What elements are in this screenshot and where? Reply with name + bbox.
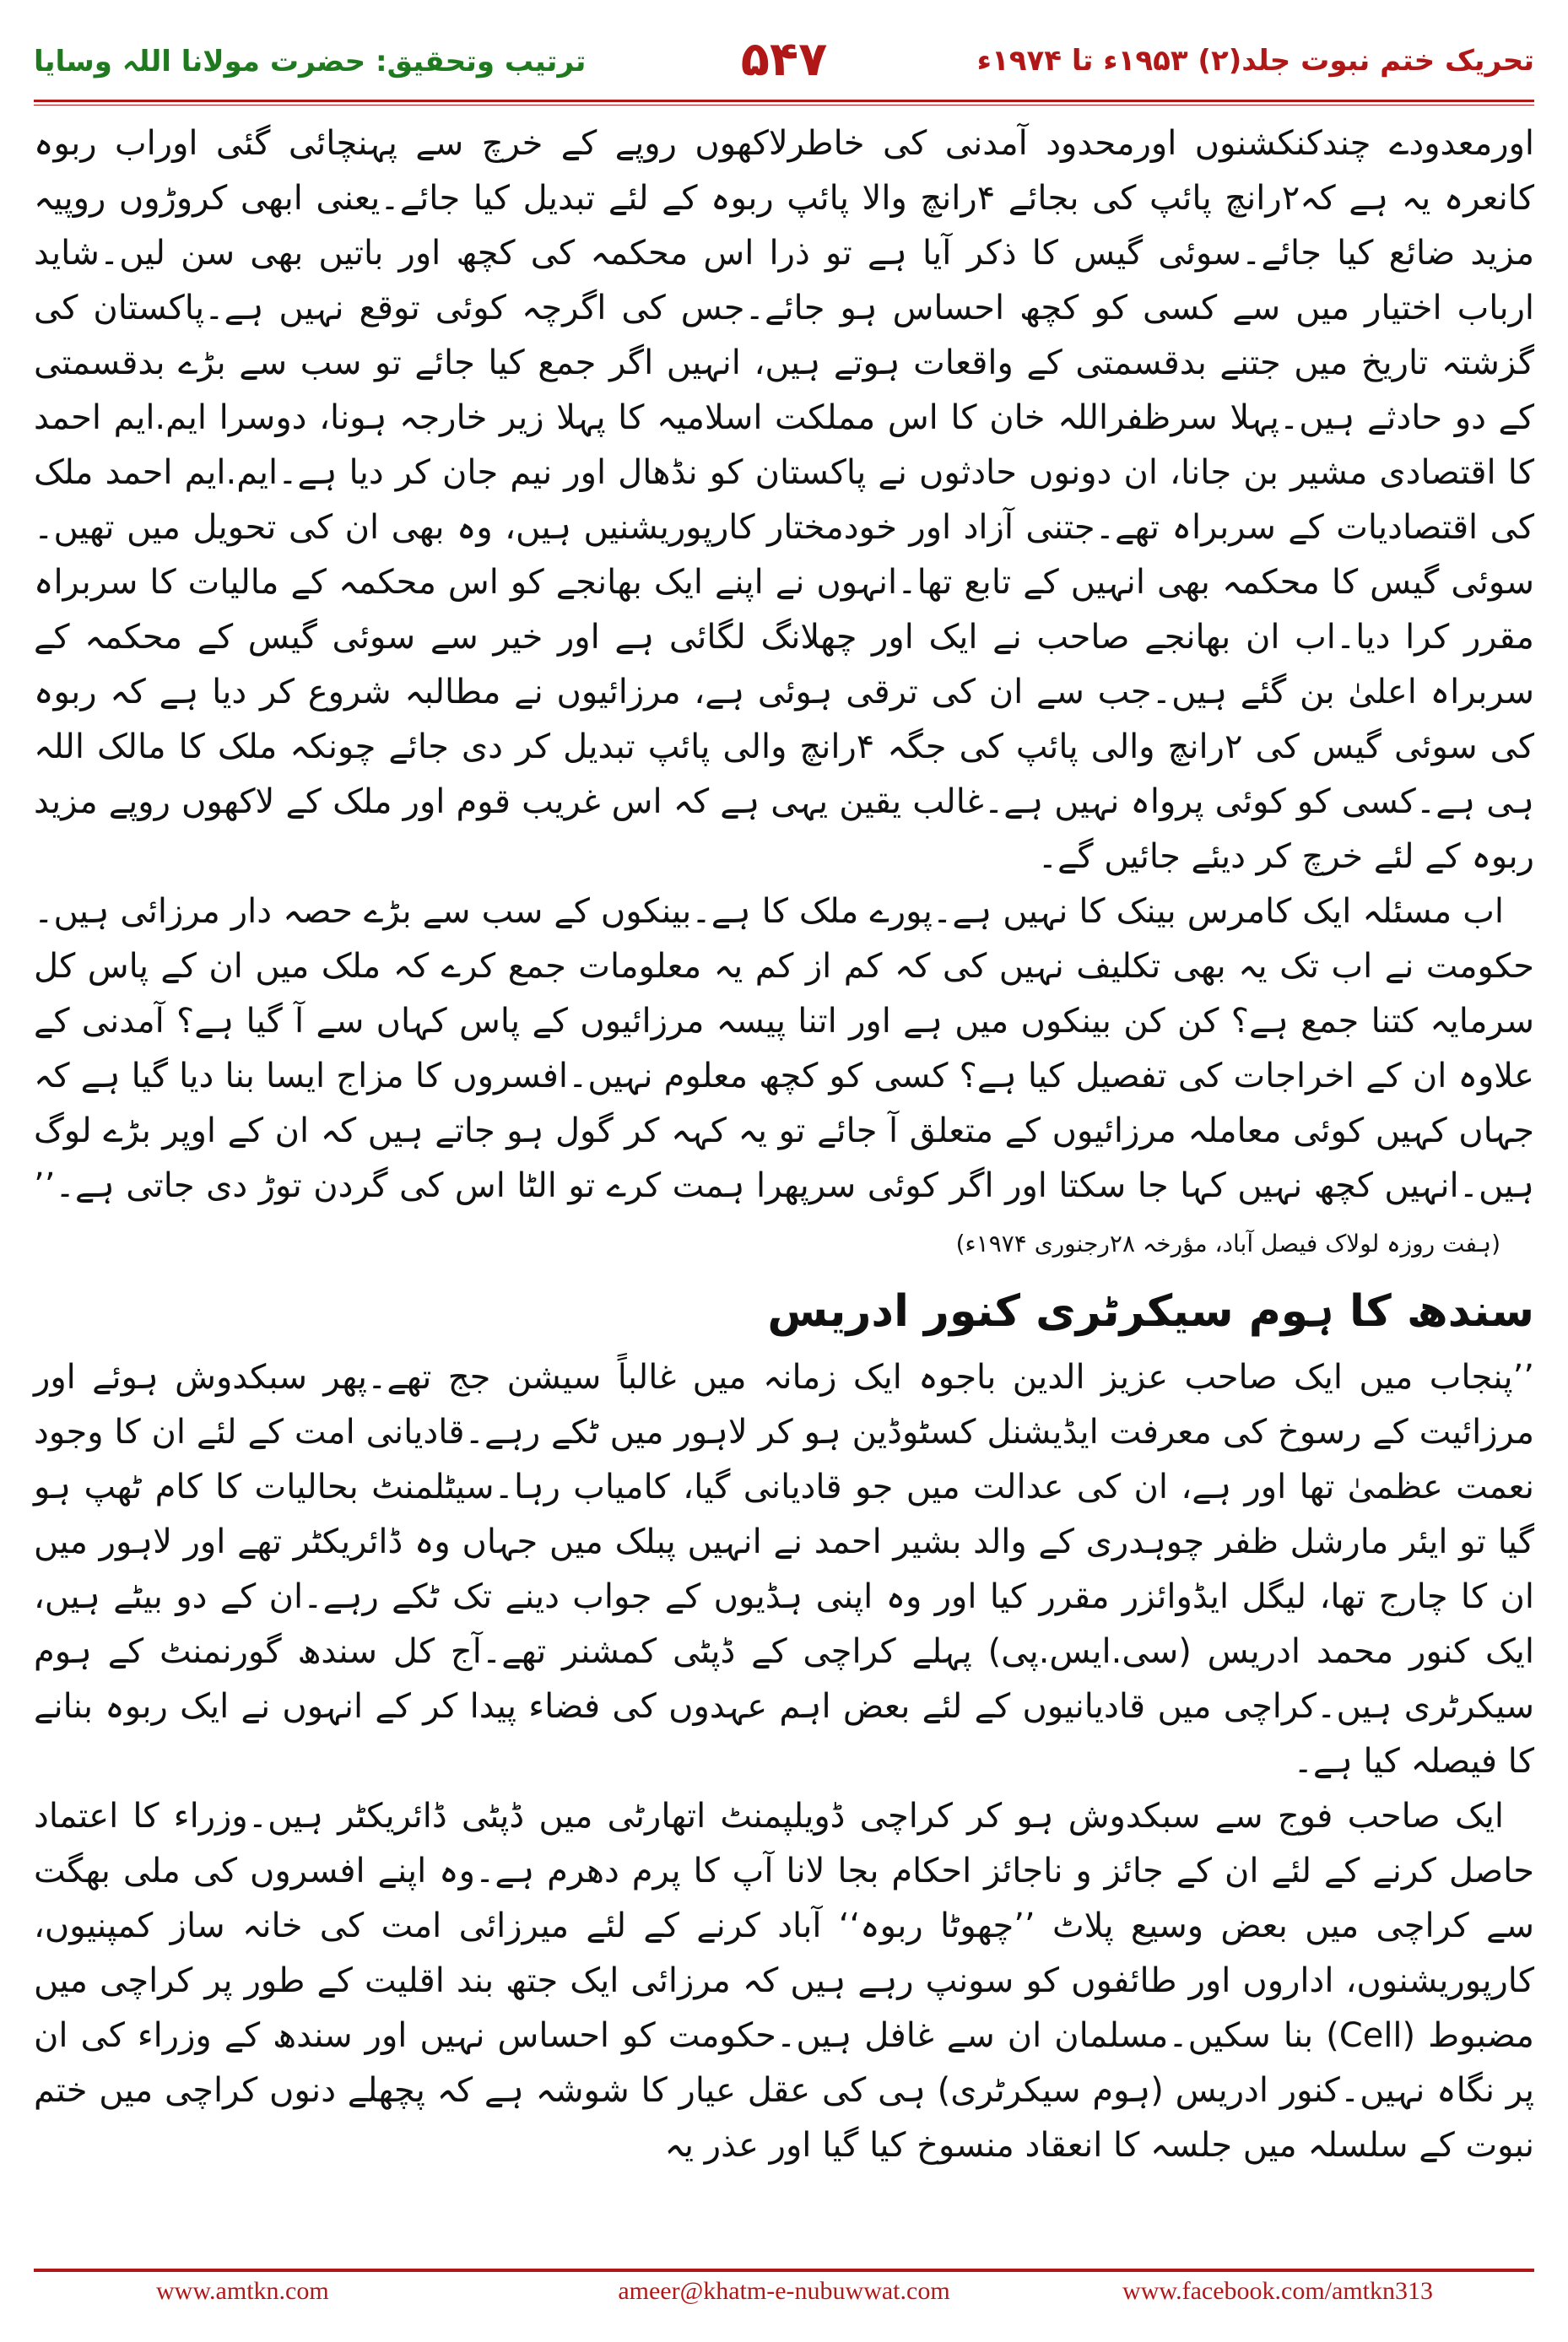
book-title: تحریک ختم نبوت جلد(۲) ۱۹۵۳ء تا ۱۹۷۴ء — [976, 44, 1534, 78]
footer-email-link[interactable]: ameer@khatm-e-nubuwwat.com — [618, 2277, 950, 2305]
footer-website-link[interactable]: www.amtkn.com — [156, 2277, 329, 2305]
paragraph-banks — [34, 884, 1534, 1271]
page-body — [34, 116, 1534, 2243]
section-heading: سندھ کا ہوم سیکرٹری کنور ادریس — [767, 1286, 1534, 1337]
paragraph-karachi: ایک صاحب فوج سے سبکدوش ہو کر کراچی ڈویلپمنٹ اتھارٹی میں ڈپٹی ڈائریکٹر ہیں۔وزراء کا اعتماد حاصل کرنے کے لئے ان کے جائز و ناجائز احکام بجا لانا آپ کا پرم دھرم ہے۔وہ اپنے افسروں کی ملی بھگت سے کراچی میں بعض وسیع پلاٹ ’’چھوٹا ربوہ‘‘ آباد کرنے کے لئے میرزائی امت کی خانہ ساز کمپنیوں، کارپوریشنوں، اداروں اور طائفوں کو سونپ رہے ہیں کہ مرزائی ایک جتھ بند اقلیت کے طور پر کراچی میں مضبوط (Cell) بنا سکیں۔مسلمان ان سے غافل ہیں۔حکومت کو احساس نہیں اور سندھ کے وزراء کی ان پر نگاہ نہیں۔کنور ادریس (ہوم سیکرٹری) ہی کی عقل عیار کا شوشہ ہے کہ پچھلے دنوں کراچی میں ختم نبوت کے سلسلہ میں جلسہ کا انعقاد منسوخ کیا گیا اور عذر یہ — [34, 1797, 1535, 2165]
citation: (ہفت روزہ لولاک فیصل آباد، مؤرخہ ۲۸رجنوری ۱۹۷۴ء) — [955, 1230, 1500, 1258]
footer-divider — [34, 2269, 1534, 2272]
header-divider — [34, 100, 1534, 105]
page-header — [34, 25, 1534, 101]
compiler-credit: ترتیب وتحقیق: حضرت مولانا اللہ وسایا — [34, 45, 587, 78]
footer-facebook-link[interactable]: www.facebook.com/amtkn313 — [1122, 2277, 1433, 2305]
page-number: ۵۴۷ — [740, 32, 828, 87]
paragraph-sui-gas: اورمعدودے چندکنکشنوں اورمحدود آمدنی کی خاطرلاکھوں روپے کے خرچ سے پہنچائی گئی اوراب ربوہ کانعرہ یہ ہے کہ۲رانچ پائپ کی بجائے ۴رانچ والا پائپ ربوہ کے لئے تبدیل کیا جائے۔یعنی ابھی کروڑوں روپیہ مزید ضائع کیا جائے۔سوئی گیس کا ذکر آیا ہے تو ذرا اس محکمہ کی کچھ اور باتیں بھی سن لیں۔شاید ارباب اختیار میں سے کسی کو کچھ احساس ہو جائے۔جس کی اگرچہ کوئی توقع نہیں ہے۔پاکستان کی گزشتہ تاریخ میں جتنے بدقسمتی کے واقعات ہوتے ہیں، انہیں اگر جمع کیا جائے تو سب سے بڑے بدقسمتی کے دو حادثے ہیں۔پہلا سرظفراللہ خان کا اس مملکت اسلامیہ کا پہلا زیر خارجہ ہونا، دوسرا ایم.ایم احمد کا اقتصادی مشیر بن جانا، ان دونوں حادثوں نے پاکستان کو نڈھال اور نیم جان کر دیا ہے۔ایم.ایم احمد ملک کی اقتصادیات کے سربراہ تھے۔جتنی آزاد اور خودمختار کارپوریشنیں ہیں، وہ بھی ان کی تحویل میں تھیں۔سوئی گیس کا محکمہ بھی انہیں کے تابع تھا۔انہوں نے اپنے ایک بھانجے کو اس محکمہ کے مالیات کا سربراہ مقرر کرا دیا۔اب ان بھانجے صاحب نے ایک اور چھلانگ لگائی ہے اور خیر سے سوئی گیس کے محکمہ کے سربراہ اعلیٰ بن گئے ہیں۔جب سے ان کی ترقی ہوئی ہے، مرزائیوں نے مطالبہ شروع کر دیا ہے کہ ربوہ کی سوئی گیس کی ۲رانچ والی پائپ کی جگہ ۴رانچ والی پائپ تبدیل کر دی جائے چونکہ ملک کا مالک اللہ ہی ہے۔کسی کو کوئی پرواہ نہیں ہے۔غالب یقین یہی ہے کہ اس غریب قوم اور ملک کے لاکھوں روپے مزید ربوہ کے لئے خرچ کر دیئے جائیں گے۔ — [34, 124, 1535, 876]
page-footer — [34, 2277, 1534, 2319]
paragraph-punjab: ’’پنجاب میں ایک صاحب عزیز الدین باجوہ ایک زمانہ میں غالباً سیشن جج تھے۔پھر سبکدوش ہوئے اور مرزائیت کے رسوخ کی معرفت ایڈیشنل کسٹوڈین ہو کر لاہور میں ٹکے رہے۔قادیانی امت کے لئے ان کا وجود نعمت عظمیٰ تھا اور ہے، ان کی عدالت میں جو قادیانی گیا، کامیاب رہا۔سیٹلمنٹ بحالیات کا کام ٹھپ ہو گیا تو ایئر مارشل ظفر چوہدری کے والد بشیر احمد نے انہیں پبلک میں جہاں وہ ڈائریکٹر تھے اور لاہور میں ان کا چارج تھا، لیگل ایڈوائزر مقرر کیا اور وہ اپنی ہڈیوں کے جواب دینے تک ٹکے رہے۔ان کے دو بیٹے ہیں، ایک کنور محمد ادریس (سی.ایس.پی) پہلے کراچی کے ڈپٹی کمشنر تھے۔آج کل سندھ گورنمنٹ کے ہوم سیکرٹری ہیں۔کراچی میں قادیانیوں کے لئے بعض اہم عہدوں کی فضاء پیدا کر کے انہوں نے ایک ربوہ بنانے کا فیصلہ کیا ہے۔ — [34, 1358, 1534, 1781]
paragraph-banks-text: اب مسئلہ ایک کامرس بینک کا نہیں ہے۔پورے ملک کا ہے۔بینکوں کے سب سے بڑے حصہ دار مرزائی ہیں۔حکومت نے اب تک یہ بھی تکلیف نہیں کی کہ کم از کم یہ معلومات جمع کرے کہ ملک میں ان کے پاس کل سرمایہ کتنا جمع ہے؟ کن کن بینکوں میں ہے اور اتنا پیسہ مرزائیوں کے پاس کہاں سے آ گیا ہے؟ آمدنی کے علاوہ ان کے اخراجات کی تفصیل کیا ہے؟ کسی کو کچھ معلوم نہیں۔افسروں کا مزاج ایسا بنا دیا گیا ہے کہ جہاں کہیں کوئی معاملہ مرزائیوں کے متعلق آ جائے تو یہ کہہ کر گول ہو جاتے ہیں کہ ان کے اوپر بڑے لوگ ہیں۔انہیں کچھ نہیں کہا جا سکتا اور اگر کوئی سرپھرا ہمت کرے تو الٹا اس کی گردن توڑ دی جاتی ہے۔’’ — [34, 892, 1534, 1205]
